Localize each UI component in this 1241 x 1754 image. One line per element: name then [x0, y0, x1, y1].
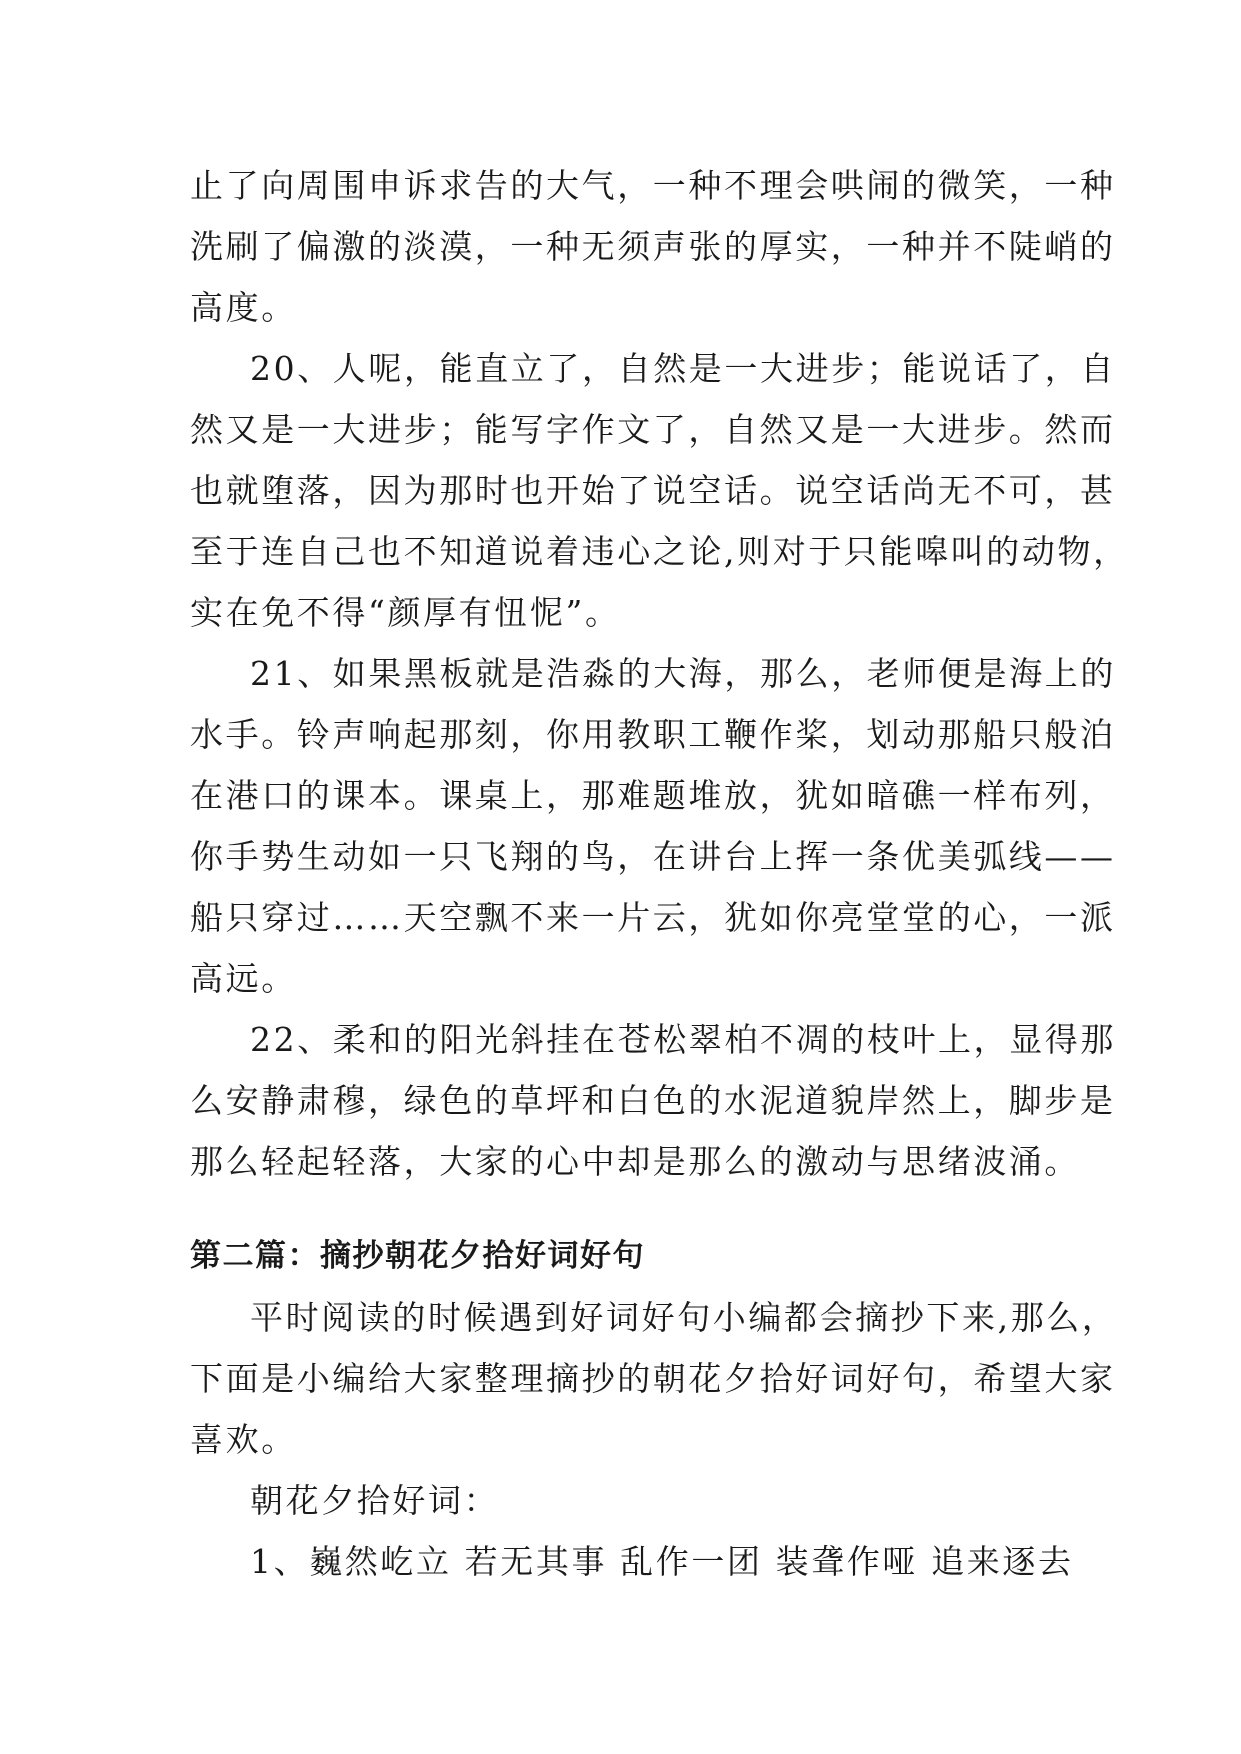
text-line: 至于连自己也不知道说着违心之论,则对于只能嗥叫的动物，: [190, 532, 1129, 571]
subheading-good-words: [190, 1470, 1070, 1531]
paragraph-19-continuation: [190, 155, 1116, 338]
text-line: 洗刷了偏激的淡漠，一种无须声张的厚实，一种并不陡峭的: [190, 227, 1116, 266]
text-line: 20、人呢，能直立了，自然是一大进步；能说话了，自: [250, 349, 1116, 388]
section-title: 第二篇：摘抄朝花夕拾好词好句: [190, 1238, 645, 1274]
text-line: 也就堕落，因为那时也开始了说空话。说空话尚无不可，甚: [190, 471, 1116, 510]
text-line: 水手。铃声响起那刻，你用教职工鞭作桨，划动那船只般泊: [190, 715, 1116, 754]
text-line: 高度。: [190, 288, 297, 327]
text-line: 止了向周围申诉求告的大气，一种不理会哄闹的微笑，一种: [190, 166, 1116, 205]
text-line: 高远。: [190, 959, 297, 998]
text-line: 然又是一大进步；能写字作文了，自然又是一大进步。然而: [190, 410, 1116, 449]
text-line: 那么轻起轻落，大家的心中却是那么的激动与思绪波涌。: [190, 1142, 1080, 1181]
text-line: 船只穿过……天空飘不来一片云，犹如你亮堂堂的心，一派: [190, 898, 1116, 937]
text-line: 实在免不得“颜厚有忸怩”。: [190, 593, 621, 632]
paragraph-21: [190, 643, 1116, 1009]
word-list-1: [190, 1531, 1074, 1592]
text-line: 22、柔和的阳光斜挂在苍松翠柏不凋的枝叶上，显得那: [250, 1020, 1116, 1059]
word-list-text: 1、巍然屹立 若无其事 乱作一团 装聋作哑 追来逐去: [250, 1542, 1074, 1581]
text-line: 在港口的课本。课桌上，那难题堆放，犹如暗礁一样布列，: [190, 776, 1116, 815]
intro-paragraph: [190, 1287, 1118, 1470]
subheading-text: 朝花夕拾好词：: [250, 1481, 500, 1520]
text-line: 喜欢。: [190, 1420, 297, 1459]
text-line: 么安静肃穆，绿色的草坪和白色的水泥道貌岸然上，脚步是: [190, 1081, 1116, 1120]
text-line: 21、如果黑板就是浩淼的大海，那么，老师便是海上的: [250, 654, 1116, 693]
text-line: 你手势生动如一只飞翔的鸟，在讲台上挥一条优美弧线——: [190, 837, 1116, 876]
document-body: [190, 155, 1129, 1592]
text-line: 下面是小编给大家整理摘抄的朝花夕拾好词好句，希望大家: [190, 1359, 1116, 1398]
paragraph-20: [190, 338, 1129, 643]
paragraph-22: [190, 1009, 1116, 1192]
text-line: 平时阅读的时候遇到好词好句小编都会摘抄下来,那么，: [250, 1298, 1118, 1337]
